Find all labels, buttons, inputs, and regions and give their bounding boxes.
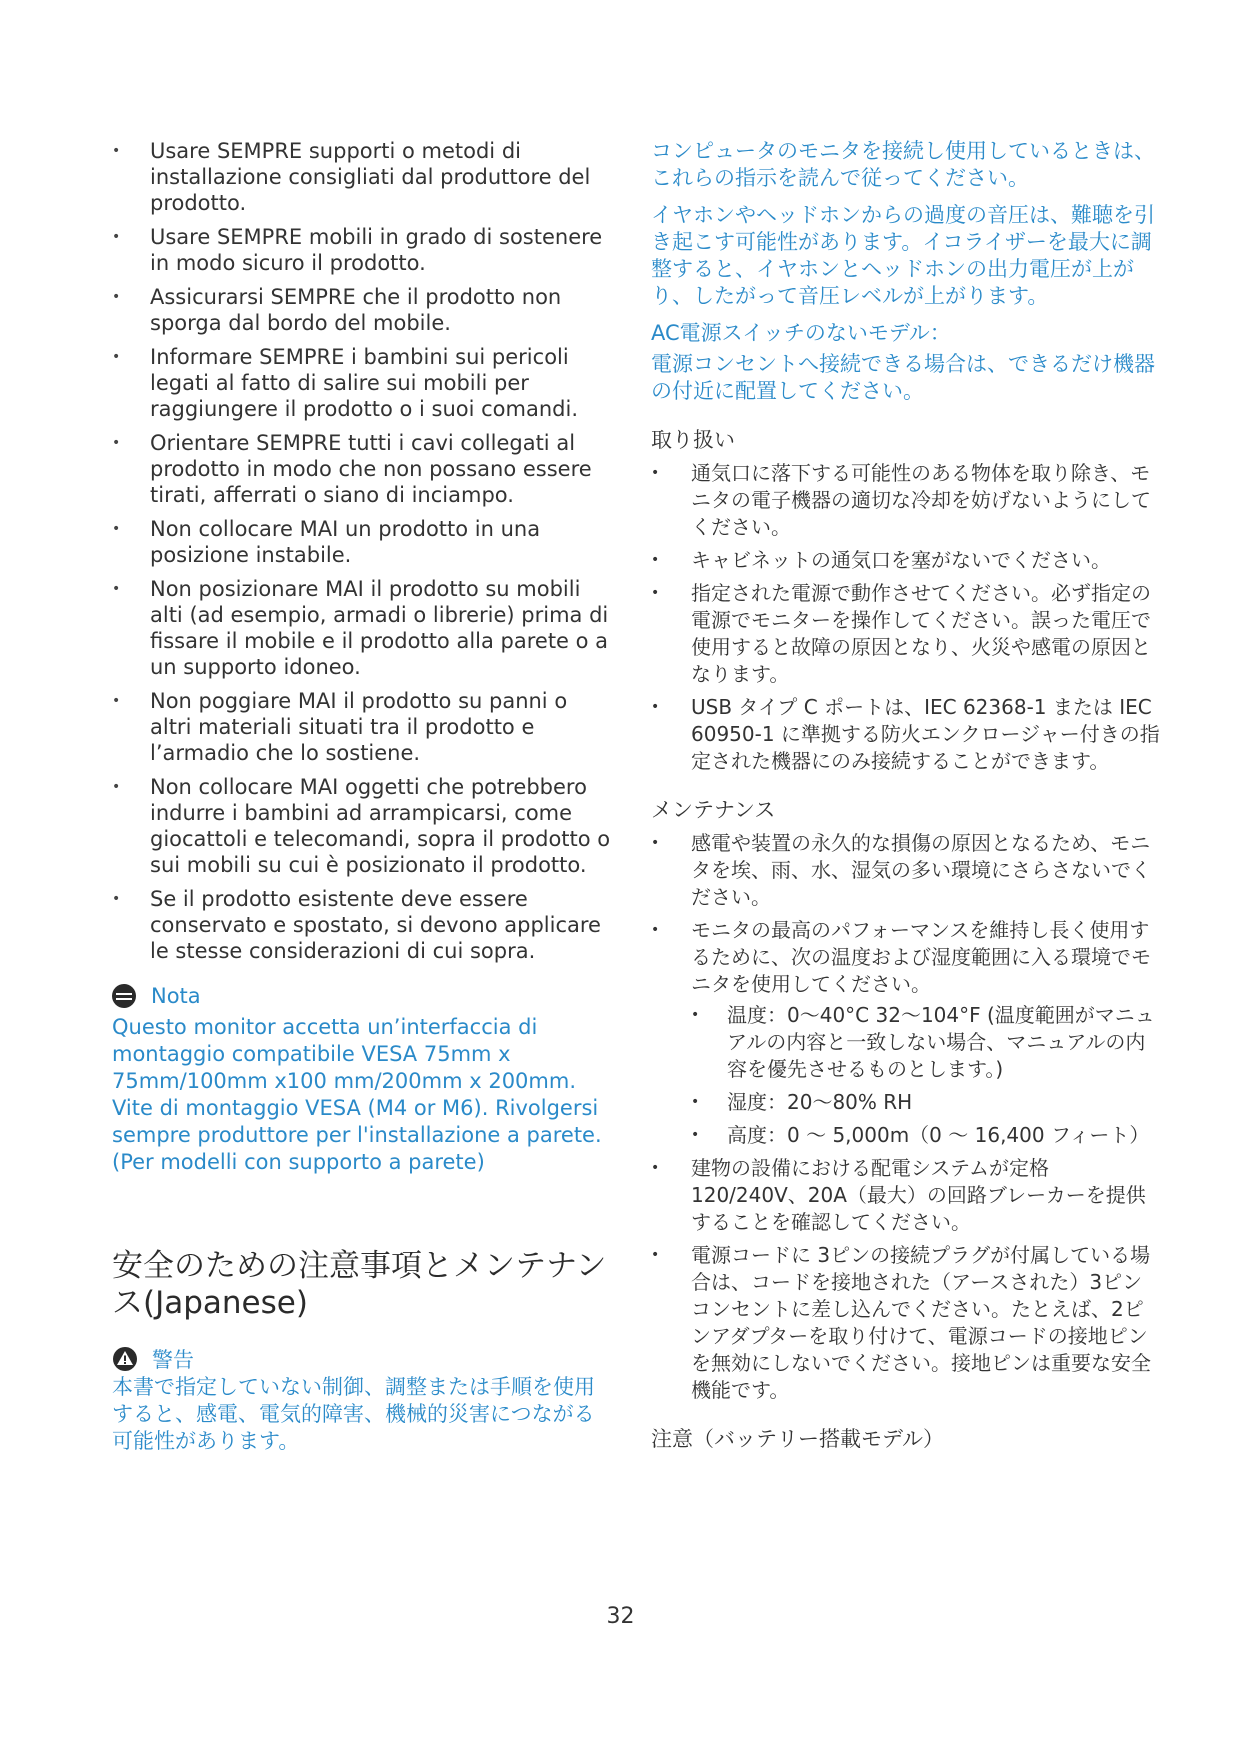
- list-item: • Assicurarsi SEMPRE che il prodotto non sporga dal bordo del mobile.: [112, 284, 612, 336]
- intro-paragraph: コンピュータのモニタを接続し使用しているときは、これらの指示を読んで従ってください。: [651, 139, 1155, 190]
- warning-header: [112, 1344, 612, 1374]
- battery-heading: 注意（バッテリー搭載モデル）: [651, 1427, 944, 1451]
- list-item: • Orientare SEMPRE tutti i cavi collegati al prodotto in modo che non possano essere tirati, afferrati o siano di inciampo.: [112, 430, 612, 508]
- right-column: [651, 138, 1161, 1459]
- list-item: • Usare SEMPRE supporti o metodi di installazione consigliati dal produttore del prodotto.: [112, 138, 612, 216]
- list-item-text: モニタの最高のパフォーマンスを維持し長く使用するために、次の温度および湿度範囲に入る環境でモニタを使用してください。: [691, 918, 1151, 996]
- page-number: 32: [606, 1604, 635, 1629]
- list-item: • 温度：0〜40°C 32〜104°F (温度範囲がマニュアルの内容と一致しない場合、マニュアルの内容を優先させるものとします。): [691, 1002, 1161, 1083]
- left-column: [112, 138, 612, 1455]
- list-item: • Non posizionare MAI il prodotto su mobili alti (ad esempio, armadi o librerie) prima di fissare il mobile e il prodotto alla parete o a un supporto idoneo.: [112, 576, 612, 680]
- list-item: • USB タイプ C ポートは、IEC 62368-1 または IEC 60950-1 に準拠する防火エンクロージャー付きの指定された機器にのみ接続することができます。: [651, 694, 1161, 775]
- list-item: • 電源コードに 3ピンの接続プラグが付属している場合は、コードを接地された（アースされた）3ピンコンセントに差し込んでください。たとえば、2ピンアダプターを取り付けて、電源コードの接地ピンを無効にしないでください。接地ピンは重要な安全機能です。: [651, 1242, 1161, 1404]
- note-label: Nota: [151, 984, 201, 1008]
- handling-heading: 取り扱い: [651, 428, 735, 452]
- list-item: • 指定された電源で動作させてください。必ず指定の電源でモニターを操作してください。誤った電圧で使用すると故障の原因となり、火災や感電の原因となります。: [651, 580, 1161, 688]
- note-icon: [112, 984, 136, 1008]
- ac-switch-heading: AC電源スイッチのないモデル：: [651, 321, 951, 345]
- warning-icon: [112, 1346, 138, 1372]
- list-item: • Non poggiare MAI il prodotto su panni o altri materiali situati tra il prodotto e l’armadio che lo sostiene.: [112, 688, 612, 766]
- maintenance-list: [651, 830, 1161, 1404]
- list-item: • 湿度：20〜80% RH: [691, 1089, 1161, 1116]
- warning-label: 警告: [152, 1348, 194, 1372]
- list-item: • 建物の設備における配電システムが定格120/240V、20A（最大）の回路ブレーカーを提供することを確認してください。: [651, 1155, 1161, 1236]
- list-item: • 通気口に落下する可能性のある物体を取り除き、モニタの電子機器の適切な冷却を妨げないようにしてください。: [651, 460, 1161, 541]
- list-item: • 高度：0 〜 5,000m（0 〜 16,400 フィート）: [691, 1122, 1161, 1149]
- maintenance-heading: メンテナンス: [651, 798, 776, 822]
- list-item: • Non collocare MAI un prodotto in una posizione instabile.: [112, 516, 612, 568]
- italian-safety-list: [112, 138, 612, 964]
- list-item: • Usare SEMPRE mobili in grado di sostenere in modo sicuro il prodotto.: [112, 224, 612, 276]
- list-item: • Se il prodotto esistente deve essere conservato e spostato, si devono applicare le stesse considerazioni di cui sopra.: [112, 886, 612, 964]
- handling-list: [651, 460, 1161, 775]
- note-header: [112, 982, 612, 1010]
- list-item: [651, 917, 1161, 1149]
- warning-text: 本書で指定していない制御、調整または手順を使用すると、感電、電気的障害、機械的災害につながる可能性があります。: [112, 1375, 595, 1453]
- note-text: Questo monitor accetta un’interfaccia di montaggio compatibile VESA 75mm x 75mm/100mm x100 mm/200mm x 200mm. Vite di montaggio VESA (M4 or M6). Rivolgersi sempre produttore per l'installazione a parete. (Per modelli con supporto a parete): [112, 1015, 602, 1174]
- list-item: • Informare SEMPRE i bambini sui pericoli legati al fatto di salire sui mobili per raggiungere il prodotto o i suoi comandi.: [112, 344, 612, 422]
- environment-list: [691, 1002, 1161, 1149]
- japanese-section-title: 安全のための注意事項とメンテナンス(Japanese): [112, 1248, 607, 1321]
- list-item: • 感電や装置の永久的な損傷の原因となるため、モニタを埃、雨、水、湿気の多い環境にさらさないでください。: [651, 830, 1161, 911]
- hearing-warning-paragraph: イヤホンやヘッドホンからの過度の音圧は、難聴を引き起こす可能性があります。イコライザーを最大に調整すると、イヤホンとヘッドホンの出力電圧が上がり、したがって音圧レベルが上がります。: [651, 203, 1155, 308]
- ac-switch-paragraph: 電源コンセントへ接続できる場合は、できるだけ機器の付近に配置してください。: [651, 352, 1155, 403]
- list-item: • キャビネットの通気口を塞がないでください。: [651, 547, 1161, 574]
- list-item: • Non collocare MAI oggetti che potrebbero indurre i bambini ad arrampicarsi, come giocattoli e telecomandi, sopra il prodotto o sui mobili su cui è posizionato il prodotto.: [112, 774, 612, 878]
